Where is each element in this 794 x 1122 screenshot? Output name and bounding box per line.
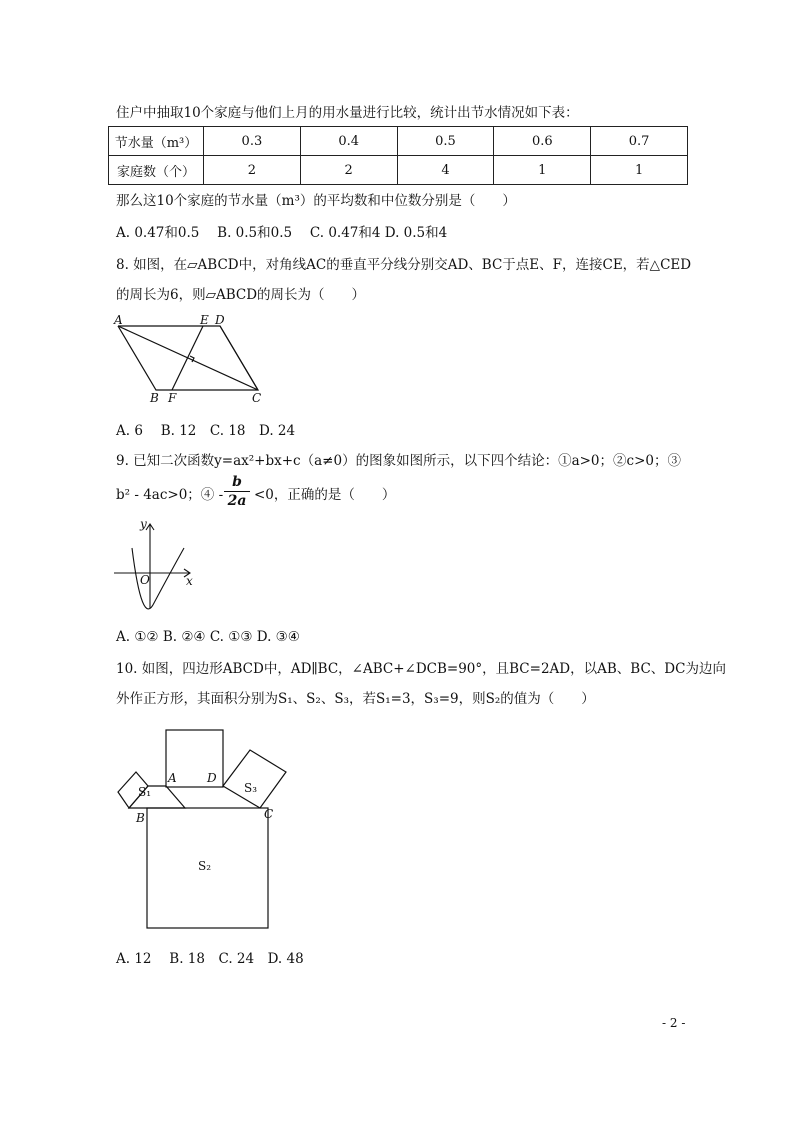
table-cell: 节水量（m³）	[109, 127, 204, 156]
table-row	[109, 127, 688, 156]
q10-label-s2: S₂	[198, 859, 212, 873]
q9-text-line2b: <0，正确的是（ ）	[254, 487, 396, 503]
table-cell: 0.6	[494, 127, 591, 156]
q10-label-s3: S₃	[244, 781, 258, 795]
q8-label-f: F	[168, 391, 177, 405]
page-number: - 2 -	[662, 1016, 686, 1030]
q10-label-c: C	[264, 807, 274, 821]
q7-stem: 那么这10个家庭的节水量（m³）的平均数和中位数分别是（ ）	[116, 193, 516, 209]
q10-squares-figure	[110, 722, 300, 934]
q9-label-y: y	[140, 518, 147, 531]
q10-options: A. 12 B. 18 C. 24 D. 48	[116, 951, 304, 967]
q8-label-c: C	[252, 391, 262, 405]
q8-options: A. 6 B. 12 C. 18 D. 24	[116, 423, 296, 439]
q10-text-line2: 外作正方形，其面积分别为S₁、S₂、S₃，若S₁=3，S₃=9，则S₂的值为（ ）	[116, 691, 595, 707]
q9-text-line1: 9. 已知二次函数y=ax²+bx+c（a≠0）的图象如图所示，以下四个结论：①a>0；②c>0；③	[116, 453, 681, 469]
table-cell: 0.7	[591, 127, 688, 156]
table-cell: 1	[591, 156, 688, 185]
table-cell: 0.4	[300, 127, 397, 156]
water-saving-table	[108, 126, 688, 185]
q10-label-a: A	[168, 771, 177, 785]
intro-text: 住户中抽取10个家庭与他们上月的用水量进行比较，统计出节水情况如下表：	[116, 105, 579, 121]
q8-label-b: B	[150, 391, 159, 405]
table-row	[109, 156, 688, 185]
table-cell: 2	[300, 156, 397, 185]
table-cell: 0.5	[397, 127, 494, 156]
q8-parallelogram-figure	[108, 310, 278, 406]
q8-label-d: D	[215, 313, 225, 327]
q9-parabola-figure	[110, 518, 200, 614]
q9-fraction-numerator: b	[224, 474, 250, 492]
q8-label-e: E	[200, 313, 209, 327]
q9-text-line2a: b² - 4ac>0；④ -	[116, 487, 224, 503]
q9-label-x: x	[186, 574, 193, 588]
q7-options: A. 0.47和0.5 B. 0.5和0.5 C. 0.47和4 D. 0.5和4	[116, 225, 448, 241]
q9-fraction-denominator: 2a	[227, 493, 247, 509]
q8-label-a: A	[114, 313, 123, 327]
q10-text-line1: 10. 如图，四边形ABCD中，AD∥BC，∠ABC+∠DCB=90°，且BC=2AD，以AB、BC、DC为边向	[116, 661, 726, 677]
q10-label-b: B	[136, 811, 145, 825]
q9-fraction	[224, 474, 250, 509]
q10-label-d: D	[207, 771, 217, 785]
q10-label-s1: S₁	[138, 785, 152, 799]
table-cell: 0.3	[204, 127, 301, 156]
table-cell: 1	[494, 156, 591, 185]
q8-text-line2: 的周长为6，则▱ABCD的周长为（ ）	[116, 287, 366, 303]
q9-label-o: O	[140, 573, 150, 587]
table-cell: 2	[204, 156, 301, 185]
table-cell: 家庭数（个）	[109, 156, 204, 185]
q9-options: A. ①② B. ②④ C. ①③ D. ③④	[116, 629, 300, 645]
table-cell: 4	[397, 156, 494, 185]
q8-text-line1: 8. 如图，在▱ABCD中，对角线AC的垂直平分线分别交AD、BC于点E、F，连接CE，若△CED	[116, 257, 692, 273]
